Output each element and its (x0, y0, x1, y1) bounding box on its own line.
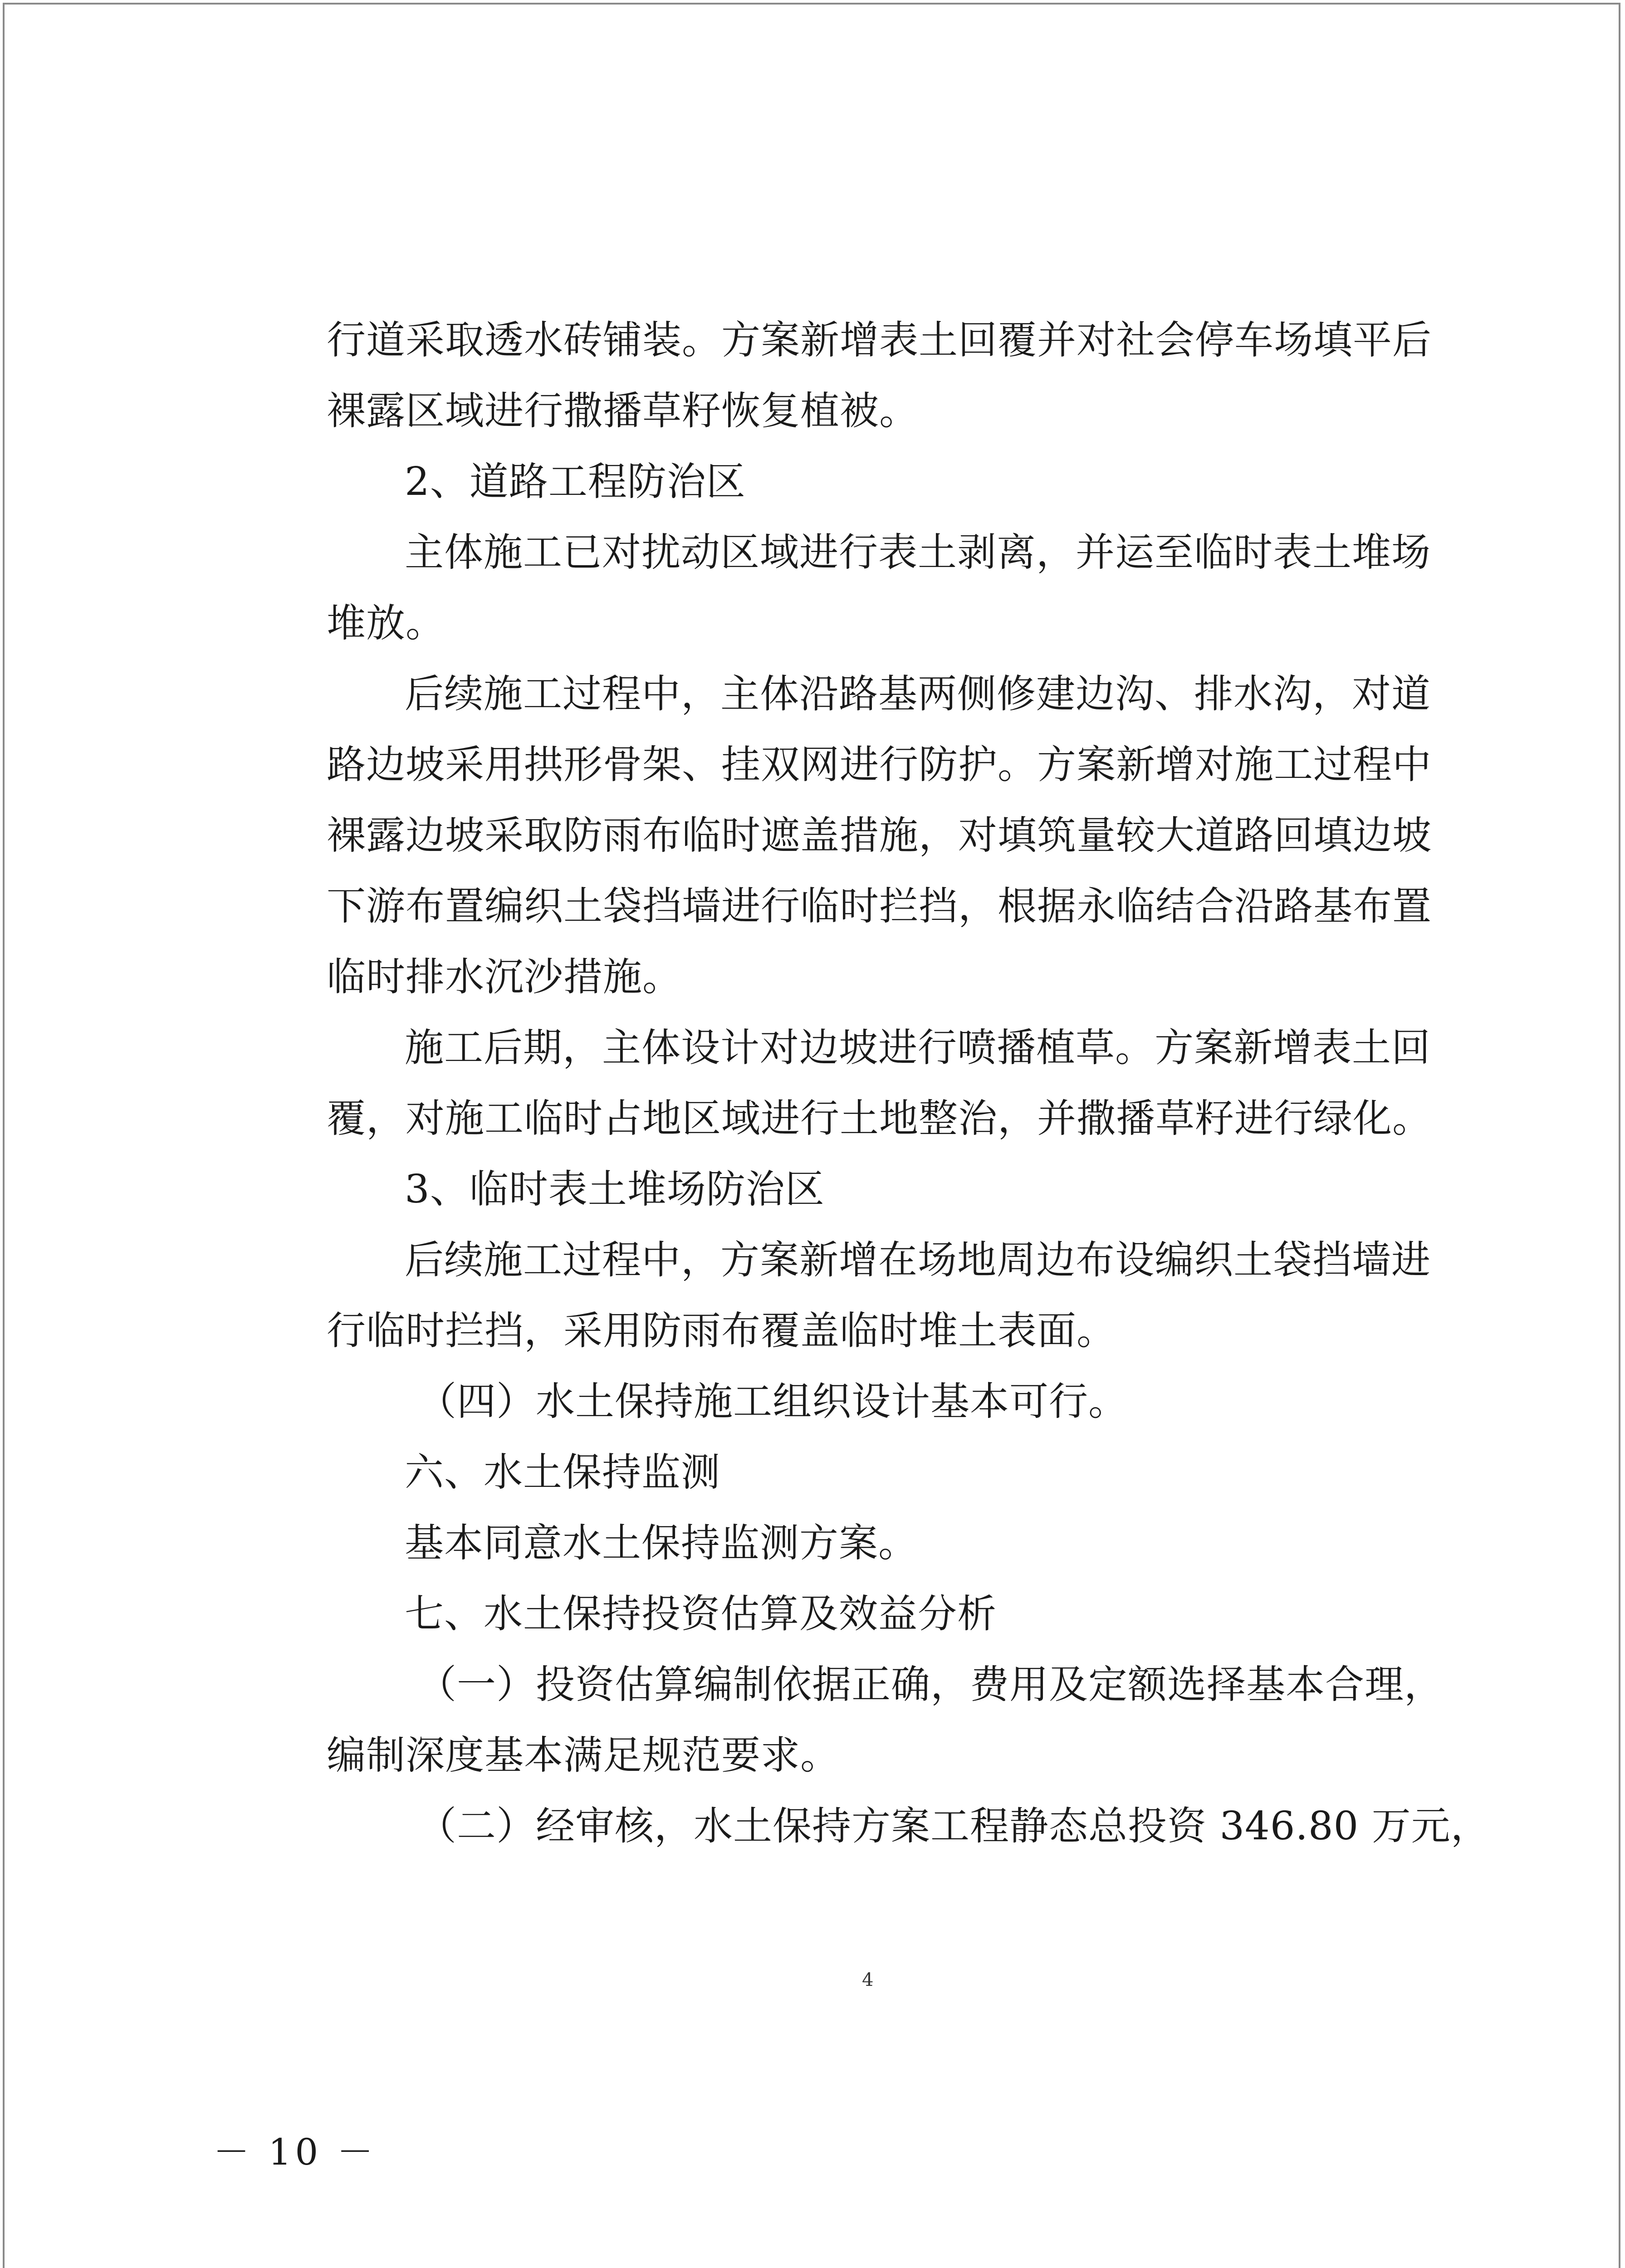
paragraph-line: 主体施工已对扰动区域进行表土剥离，并运至临时表土堆场 (405, 530, 1431, 575)
paragraph-line: （四）水土保持施工组织设计基本可行。 (417, 1379, 1128, 1424)
paragraph-line: 基本同意水土保持监测方案。 (405, 1520, 918, 1566)
section-heading: 七、水土保持投资估算及效益分析 (405, 1591, 997, 1637)
paragraph-line: 行道采取透水砖铺装。方案新增表土回覆并对社会停车场填平后 (327, 318, 1432, 363)
paragraph-line: 施工后期，主体设计对边坡进行喷播植草。方案新增表土回 (405, 1025, 1431, 1070)
paragraph-line: 覆，对施工临时占地区域进行土地整治，并撒播草籽进行绿化。 (327, 1096, 1432, 1141)
footer-page-number: － 10 － (213, 2131, 377, 2173)
paragraph-line: 后续施工过程中，方案新增在场地周边布设编织土袋挡墙进 (405, 1237, 1431, 1283)
paragraph-line: 下游布置编织土袋挡墙进行临时拦挡，根据永临结合沿路基布置 (327, 884, 1432, 929)
section-heading: 六、水土保持监测 (405, 1450, 720, 1495)
paragraph-line: （一）投资估算编制依据正确，费用及定额选择基本合理， (417, 1662, 1444, 1707)
paragraph-line: （二）经审核，水土保持方案工程静态总投资 346.80 万元， (417, 1804, 1490, 1849)
paragraph-line: 后续施工过程中，主体沿路基两侧修建边沟、排水沟，对道 (405, 671, 1431, 717)
section-heading: 3、临时表土堆场防治区 (405, 1167, 825, 1212)
section-heading: 2、道路工程防治区 (405, 459, 746, 504)
paragraph-line: 堆放。 (327, 601, 445, 646)
paragraph-line: 行临时拦挡，采用防雨布覆盖临时堆土表面。 (327, 1308, 1116, 1354)
paragraph-line: 裸露边坡采取防雨布临时遮盖措施，对填筑量较大道路回填边坡 (327, 813, 1432, 858)
paragraph-line: 裸露区域进行撒播草籽恢复植被。 (327, 388, 919, 434)
paragraph-line: 编制深度基本满足规范要求。 (327, 1733, 840, 1778)
paragraph-line: 路边坡采用拱形骨架、挂双网进行防护。方案新增对施工过程中 (327, 742, 1432, 787)
scan-page-number: 4 (862, 1970, 874, 1990)
paragraph-line: 临时排水沉沙措施。 (327, 954, 682, 1000)
